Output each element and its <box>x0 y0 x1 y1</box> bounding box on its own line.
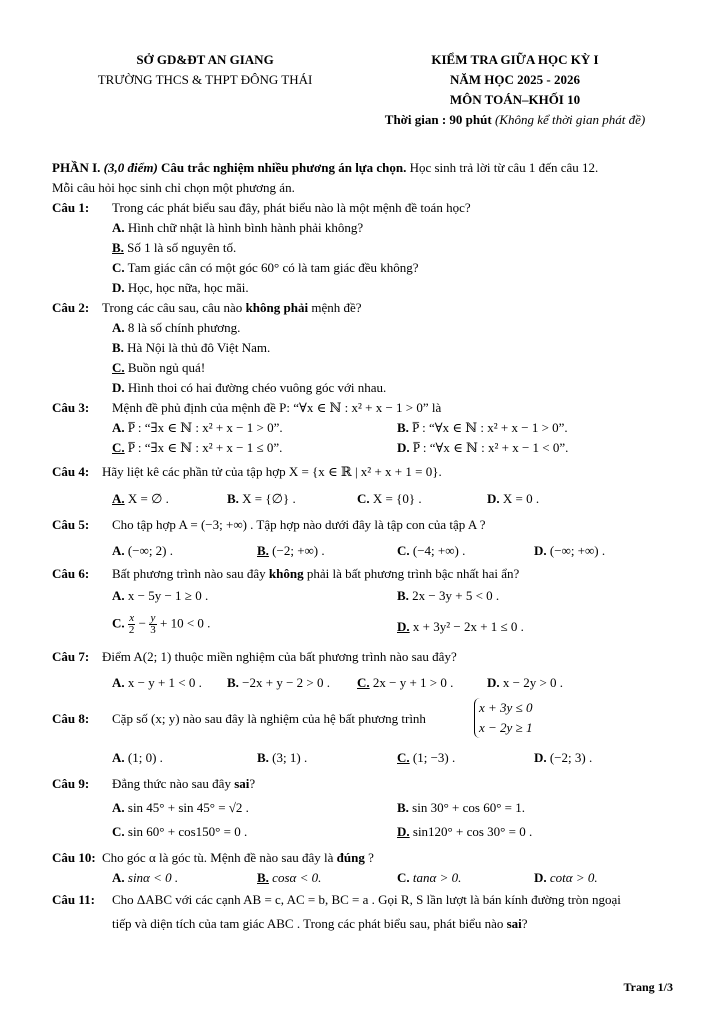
option-text: X = {∅} . <box>242 491 296 506</box>
question-text: Điểm A(2; 1) thuộc miền nghiệm của bất phương trình nào sau đây? <box>102 649 457 664</box>
answer-option[interactable] <box>112 673 202 693</box>
option-letter: D. <box>112 380 125 395</box>
option-text: (−2; +∞) . <box>272 543 325 558</box>
time-label: Thời gian : 90 phút <box>384 112 492 127</box>
option-letter: B. <box>227 491 239 506</box>
question-text <box>112 564 519 584</box>
question-text: Cặp số (x; y) nào sau đây là nghiệm của hệ bất phương trình <box>112 711 426 726</box>
question-label: Câu 1: <box>52 200 90 215</box>
option-row <box>52 610 682 644</box>
exam-title: KIỂM TRA GIỮA HỌC KỲ I <box>431 52 599 67</box>
option-letter: D. <box>397 619 410 634</box>
department-name: SỞ GD&ĐT AN GIANG <box>136 52 274 67</box>
answer-option[interactable] <box>397 541 465 561</box>
option-letter: A. <box>112 870 125 885</box>
answer-option[interactable] <box>227 489 296 509</box>
text-bold: sai <box>506 916 522 931</box>
question-label: Câu 5: <box>52 517 90 532</box>
option-letter: A. <box>112 750 125 765</box>
denominator: 3 <box>150 624 156 636</box>
answer-option[interactable] <box>257 541 325 561</box>
question-text <box>102 848 374 868</box>
option-letter: C. <box>112 260 125 275</box>
part1-intro <box>52 158 682 178</box>
question-text: Cho tập hợp A = (−3; +∞) . Tập hợp nào dưới đây là tập con của tập A ? <box>112 517 486 532</box>
question-label: Câu 3: <box>52 400 90 415</box>
option-text: (3; 1) . <box>272 750 308 765</box>
option-text: 2x − y + 1 > 0 . <box>372 675 454 690</box>
answer-option[interactable] <box>397 868 461 888</box>
option-text: (1; 0) . <box>127 750 163 765</box>
text-part: ? <box>521 916 528 931</box>
text-bold: đúng <box>336 850 365 865</box>
option-letter: D. <box>397 440 410 455</box>
text-part: mệnh đề? <box>308 300 362 315</box>
answer-option[interactable] <box>52 258 682 278</box>
answer-option[interactable] <box>112 748 163 768</box>
option-letter: C. <box>112 440 125 455</box>
question-label: Câu 8: <box>52 711 90 726</box>
option-text: (1; −3) . <box>412 750 456 765</box>
text-part: phải là bất phương trình bậc nhất hai ẩn? <box>303 566 520 581</box>
option-text: Tam giác cân có một góc 60° có là tam giác đều không? <box>127 260 419 275</box>
option-letter: C. <box>397 750 410 765</box>
option-letter: C. <box>112 615 125 631</box>
answer-option[interactable] <box>112 868 178 888</box>
option-text: + 10 < 0 . <box>159 615 211 631</box>
question-9 <box>52 772 682 796</box>
part-desc2: Mỗi câu hỏi học sinh chỉ chọn một phương án. <box>52 180 295 195</box>
option-text: X = ∅ . <box>127 491 169 506</box>
answer-option[interactable] <box>397 617 524 637</box>
option-letter: B. <box>112 340 124 355</box>
text-part: Bất phương trình nào sau đây <box>112 566 269 581</box>
option-row <box>52 486 682 512</box>
option-row <box>52 796 682 820</box>
text-part: ? <box>249 776 256 791</box>
answer-option[interactable] <box>397 822 532 842</box>
answer-option[interactable] <box>487 489 539 509</box>
answer-option[interactable] <box>257 868 321 888</box>
subject: MÔN TOÁN–KHỐI 10 <box>449 92 581 107</box>
question-text <box>112 914 528 934</box>
question-10 <box>52 848 682 868</box>
option-letter: A. <box>112 543 125 558</box>
part1-desc2 <box>52 178 682 198</box>
time-line <box>360 110 670 130</box>
answer-option[interactable] <box>112 438 282 458</box>
page-number: Trang 1/3 <box>623 980 673 994</box>
option-text: Buồn ngủ quá! <box>127 360 206 375</box>
option-letter: A. <box>112 588 125 603</box>
answer-option[interactable] <box>227 673 330 693</box>
option-letter: B. <box>257 870 269 885</box>
answer-option[interactable] <box>52 278 682 298</box>
question-text <box>102 298 362 318</box>
question-text <box>112 774 255 794</box>
question-text: Trong các phát biểu sau đây, phát biểu nào là một mệnh đề toán học? <box>112 200 471 215</box>
option-letter: B. <box>397 588 409 603</box>
question-7 <box>52 644 682 670</box>
question-label: Câu 10: <box>52 850 96 865</box>
inequality-system <box>470 698 532 738</box>
option-text: sin120° + cos 30° = 0 . <box>412 824 533 839</box>
answer-option[interactable] <box>52 378 682 398</box>
option-text: x − 2y > 0 . <box>502 675 564 690</box>
option-letter: A. <box>112 675 125 690</box>
answer-option[interactable] <box>534 748 592 768</box>
option-text: cotα > 0. <box>549 870 598 885</box>
question-label: Câu 6: <box>52 566 90 581</box>
option-letter: B. <box>227 675 239 690</box>
option-text: x + 3y² − 2x + 1 ≤ 0 . <box>412 619 524 634</box>
option-text: Học, học nữa, học mãi. <box>127 280 249 295</box>
option-letter: C. <box>397 870 410 885</box>
option-letter: C. <box>112 360 125 375</box>
question-label: Câu 11: <box>52 892 95 907</box>
answer-option[interactable] <box>257 748 307 768</box>
exam-content <box>52 158 682 934</box>
answer-option[interactable] <box>534 868 598 888</box>
fraction <box>128 613 136 636</box>
option-letter: D. <box>397 824 410 839</box>
option-text: P̅ : “∃x ∈ ℕ : x² + x − 1 ≤ 0”. <box>127 440 283 455</box>
option-text: 2x − 3y + 5 < 0 . <box>412 588 500 603</box>
option-row <box>52 438 682 458</box>
text-part: tiếp và diện tích của tam giác ABC . Trong các phát biểu sau, phát biểu nào <box>112 916 507 931</box>
option-letter: A. <box>112 220 125 235</box>
option-row <box>52 538 682 564</box>
option-letter: B. <box>397 800 409 815</box>
time-note: (Không kể thời gian phát đề) <box>494 112 646 127</box>
answer-option[interactable] <box>397 438 568 458</box>
option-row <box>52 418 682 438</box>
option-text: X = 0 . <box>502 491 540 506</box>
part-desc-bold: Câu trắc nghiệm nhiều phương án lựa chọn. <box>161 160 407 175</box>
option-letter: C. <box>357 491 370 506</box>
system-line: x + 3y ≤ 0 <box>479 700 533 715</box>
option-letter: D. <box>487 491 500 506</box>
option-text: (−∞; 2) . <box>127 543 174 558</box>
question-5 <box>52 512 682 538</box>
option-letter: D. <box>534 750 547 765</box>
question-text: Mệnh đề phủ định của mệnh đề P: “∀x ∈ ℕ : x² + x − 1 > 0” là <box>112 400 442 415</box>
option-text: P̅ : “∃x ∈ ℕ : x² + x − 1 > 0”. <box>127 420 283 435</box>
part-title: PHẦN I. <box>52 160 101 175</box>
denominator: 2 <box>128 624 135 636</box>
option-letter: B. <box>257 750 269 765</box>
text-part: Trong các câu sau, câu nào <box>102 300 246 315</box>
question-label: Câu 9: <box>52 776 90 791</box>
option-text: X = {0} . <box>372 491 422 506</box>
option-text: Số 1 là số nguyên tố. <box>127 240 237 255</box>
option-row <box>52 742 682 772</box>
question-text: Hãy liệt kê các phần tử của tập hợp X = {x ∈ ℝ | x² + x + 1 = 0}. <box>102 464 442 479</box>
answer-option[interactable] <box>52 218 682 238</box>
answer-option[interactable] <box>397 798 525 818</box>
option-text: Hình thoi có hai đường chéo vuông góc với nhau. <box>127 380 387 395</box>
option-letter: D. <box>534 543 547 558</box>
answer-option[interactable] <box>52 358 682 378</box>
option-letter: B. <box>112 240 124 255</box>
option-row <box>52 670 682 696</box>
answer-option[interactable] <box>397 418 568 438</box>
option-text: 8 là số chính phương. <box>127 320 241 335</box>
answer-option[interactable] <box>112 541 173 561</box>
option-row <box>52 868 682 890</box>
answer-option[interactable] <box>534 541 605 561</box>
text-part: Cho góc α là góc tù. Mệnh đề nào sau đây là <box>102 850 337 865</box>
option-text: (−∞; +∞) . <box>549 543 606 558</box>
question-2 <box>52 298 682 318</box>
answer-option[interactable] <box>397 586 499 606</box>
school-header <box>55 50 355 90</box>
answer-option[interactable] <box>52 238 682 258</box>
answer-option[interactable] <box>52 318 682 338</box>
option-text: x − y + 1 < 0 . <box>127 675 202 690</box>
option-letter: A. <box>112 800 125 815</box>
option-text: sin 45° + sin 45° = √2 . <box>127 800 249 815</box>
exam-header <box>360 50 670 130</box>
option-text: sin 30° + cos 60° = 1. <box>412 800 525 815</box>
question-6 <box>52 564 682 586</box>
question-text: Cho ΔABC với các cạnh AB = c, AC = b, BC = a . Gọi R, S lần lượt là bán kính đường tròn ngoại <box>112 892 621 907</box>
question-4 <box>52 458 682 486</box>
option-letter: B. <box>397 420 409 435</box>
option-text: Hình chữ nhật là hình bình hành phải không? <box>127 220 364 235</box>
part-desc: Học sinh trả lời từ câu 1 đến câu 12. <box>409 160 599 175</box>
question-label: Câu 4: <box>52 464 90 479</box>
question-3 <box>52 398 682 418</box>
question-8 <box>52 696 682 742</box>
question-11-cont <box>52 914 682 934</box>
option-text: tanα > 0. <box>412 870 462 885</box>
option-text: (−2; 3) . <box>549 750 593 765</box>
system-brace <box>474 698 532 738</box>
option-letter: A. <box>112 420 125 435</box>
option-text: x − 5y − 1 ≥ 0 . <box>127 588 209 603</box>
option-text: P̅ : “∀x ∈ ℕ : x² + x − 1 > 0”. <box>412 420 568 435</box>
text-bold: sai <box>234 776 250 791</box>
system-line: x − 2y ≥ 1 <box>479 720 533 735</box>
option-letter: C. <box>112 824 125 839</box>
option-letter: D. <box>534 870 547 885</box>
option-letter: D. <box>112 280 125 295</box>
answer-option[interactable] <box>112 822 247 842</box>
answer-option[interactable] <box>357 489 422 509</box>
answer-option[interactable] <box>397 748 455 768</box>
option-row <box>52 586 682 610</box>
option-text: Hà Nội là thủ đô Việt Nam. <box>127 340 271 355</box>
answer-option[interactable] <box>112 586 208 606</box>
option-letter: A. <box>112 491 125 506</box>
numerator: x <box>129 612 135 624</box>
option-text: sinα < 0 . <box>127 870 179 885</box>
option-letter: D. <box>487 675 500 690</box>
option-row <box>52 820 682 848</box>
text-bold: không <box>268 566 304 581</box>
option-letter: C. <box>397 543 410 558</box>
school-name: TRƯỜNG THCS & THPT ĐÔNG THÁI <box>97 72 313 87</box>
text-bold: không phải <box>245 300 309 315</box>
text-part: ? <box>364 850 374 865</box>
school-year: NĂM HỌC 2025 - 2026 <box>450 72 580 87</box>
answer-option[interactable] <box>112 489 169 509</box>
question-label: Câu 2: <box>52 300 90 315</box>
option-letter: C. <box>357 675 370 690</box>
part-points: (3,0 điểm) <box>103 160 158 175</box>
answer-option[interactable] <box>357 673 453 693</box>
option-text: sin 60° + cos150° = 0 . <box>127 824 248 839</box>
option-text: (−4; +∞) . <box>412 543 466 558</box>
question-1 <box>52 198 682 218</box>
answer-option[interactable] <box>112 418 283 438</box>
option-text: cosα < 0. <box>272 870 322 885</box>
numerator: y <box>150 612 156 624</box>
fraction <box>149 613 157 636</box>
answer-option[interactable] <box>112 798 249 818</box>
question-11 <box>52 890 682 914</box>
answer-option[interactable] <box>487 673 563 693</box>
option-letter: B. <box>257 543 269 558</box>
answer-option[interactable] <box>52 338 682 358</box>
question-label: Câu 7: <box>52 649 90 664</box>
option-text: P̅ : “∀x ∈ ℕ : x² + x − 1 < 0”. <box>412 440 569 455</box>
answer-option[interactable]: C. $\frac{x}{2}$ − $\frac{y}{3}$ + 10 < 0 . <box>112 612 211 636</box>
text-part: Đẳng thức nào sau đây <box>112 776 235 791</box>
option-letter: A. <box>112 320 125 335</box>
option-text: −2x + y − 2 > 0 . <box>242 675 330 690</box>
